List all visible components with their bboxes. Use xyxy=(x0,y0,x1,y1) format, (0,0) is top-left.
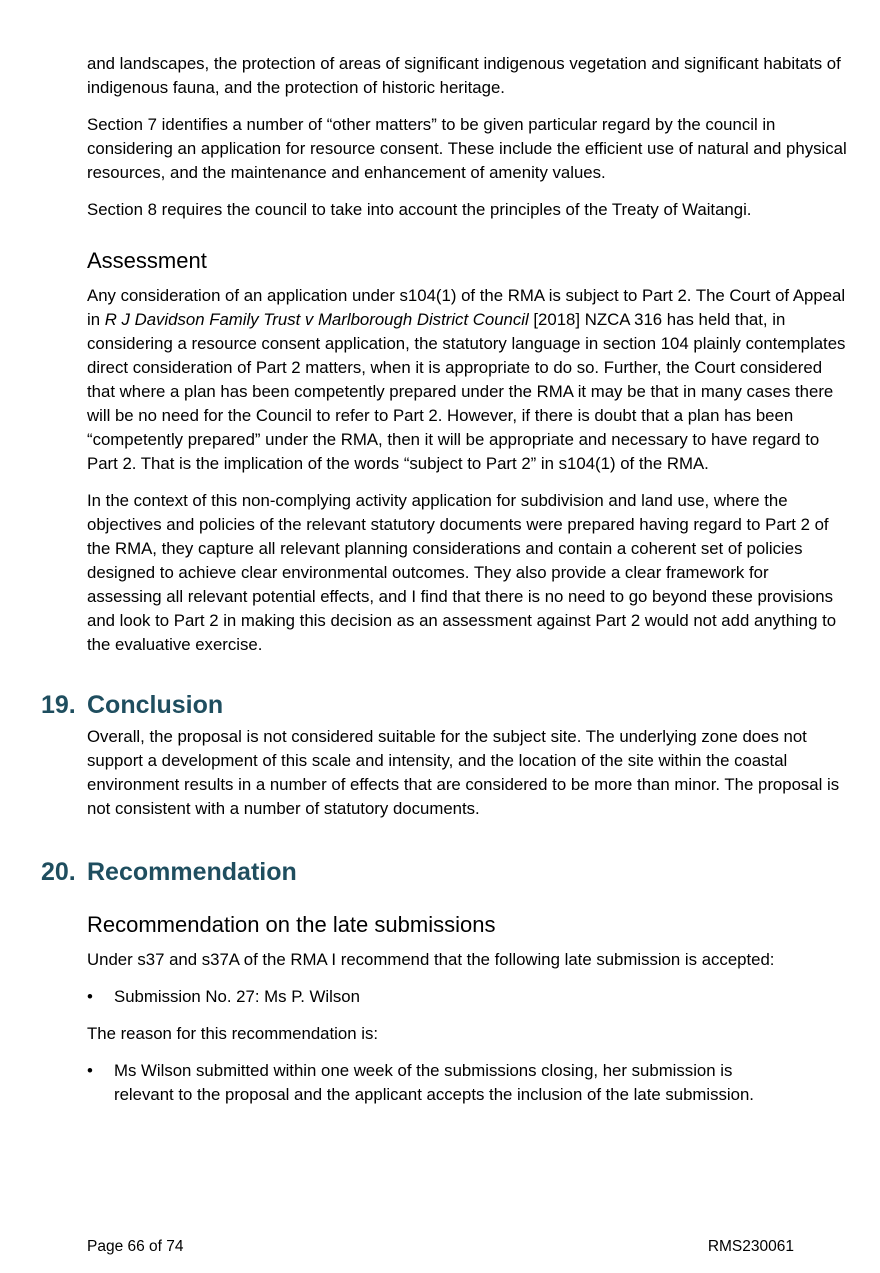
submission-list xyxy=(87,985,847,1009)
intro-paragraph-3: Section 8 requires the council to take into account the principles of the Treaty of Waitangi. xyxy=(87,200,752,219)
conclusion-paragraph: Overall, the proposal is not considered suitable for the subject site. The underlying zone does not support a development of this scale and intensity, and the location of the site within the coastal environment results in a number of effects that are considered to be more than minor. The proposal is not consistent with a number of statutory documents. xyxy=(87,727,840,818)
reason-list xyxy=(87,1059,847,1107)
section-title: Recommendation xyxy=(87,858,297,886)
section-title: Conclusion xyxy=(87,691,224,719)
late-submissions-heading: Recommendation on the late submissions xyxy=(87,912,496,937)
assessment-paragraph-1 xyxy=(87,284,847,476)
document-page xyxy=(41,52,847,1120)
list-item: • Ms Wilson submitted within one week of the submissions closing, her submission is relevant to the proposal and the applicant accepts the inclusion of the late submission. xyxy=(87,1059,767,1107)
recommendation-paragraph-2: The reason for this recommendation is: xyxy=(87,1024,379,1043)
intro-paragraph-1: and landscapes, the protection of areas of significant indigenous vegetation and significant habitats of indigenous fauna, and the protection of historic heritage. xyxy=(87,54,841,97)
assessment-p1-end: [2018] NZCA 316 has held that, in considering a resource consent application, the statutory language in section 104 plainly contemplates direct consideration of Part 2 matters, when it is appropriate to do so. Further, the Court considered that where a plan has been competently prepared under the RMA it may be that in many cases there will be no need for the Council to refer to Part 2. However, if there is doubt that a plan has been “competently prepared” under the RMA, then it will be appropriate and necessary to have regard to Part 2. That is the implication of the words “subject to Part 2” in s104(1) of the RMA. xyxy=(87,310,846,473)
document-reference: RMS230061 xyxy=(707,1238,794,1255)
recommendation-paragraph-1: Under s37 and s37A of the RMA I recommend that the following late submission is accepted: xyxy=(87,950,775,969)
assessment-heading: Assessment xyxy=(87,248,207,273)
intro-paragraph-2: Section 7 identifies a number of “other matters” to be given particular regard by the council in considering an application for resource consent. These include the efficient use of natural and physical resources, and the maintenance and enhancement of amenity values. xyxy=(87,115,847,182)
conclusion-heading xyxy=(41,690,847,720)
page-footer xyxy=(87,1237,794,1257)
assessment-paragraph-2: In the context of this non-complying activity application for subdivision and land use, where the objectives and policies of the relevant statutory documents were prepared having regard to Part 2 of the RMA, they capture all relevant planning considerations and contain a coherent set of policies designed to achieve clear environmental outcomes. They also provide a clear framework for assessing all relevant potential effects, and I find that there is no need to go beyond these provisions and look to Part 2 in making this decision as an assessment against Part 2 would not add anything to the evaluative exercise. xyxy=(87,491,837,654)
section-number: 20. xyxy=(41,858,76,886)
page-number: Page 66 of 74 xyxy=(87,1238,184,1255)
recommendation-heading xyxy=(41,857,847,887)
section-number: 19. xyxy=(41,691,76,719)
assessment-p1-start: Any consideration of an application under s104(1) of the RMA is subject to Part 2. The Court of Appeal in xyxy=(87,286,846,329)
case-citation: R J Davidson Family Trust v Marlborough District Council xyxy=(104,310,529,329)
list-item: • Submission No. 27: Ms P. Wilson xyxy=(87,985,847,1009)
